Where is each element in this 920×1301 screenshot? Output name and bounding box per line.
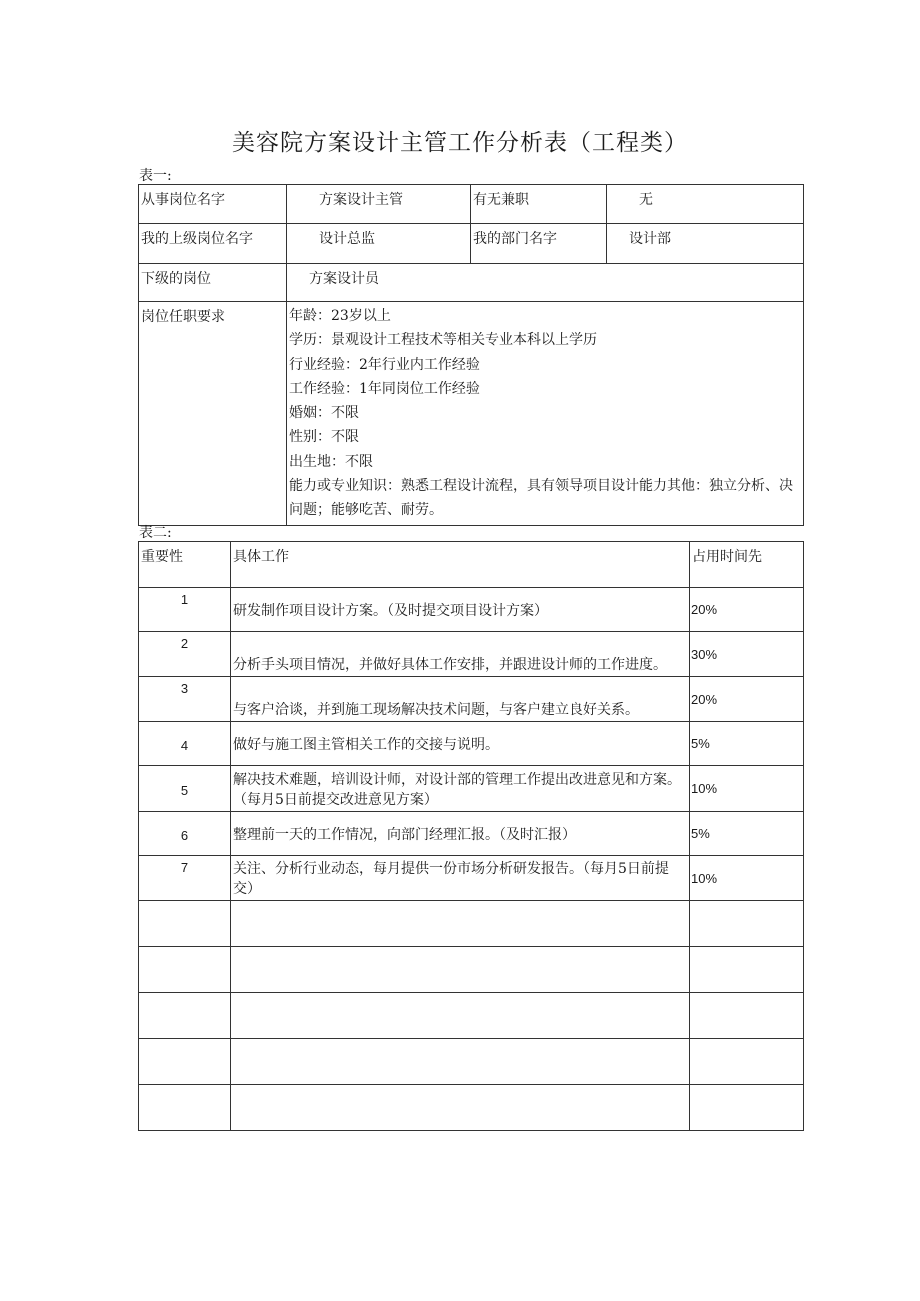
department-value: 设计部 <box>607 224 804 264</box>
empty-cell <box>231 993 690 1039</box>
row-percent: 10% <box>690 766 804 812</box>
page-title: 美容院方案设计主管工作分析表（工程类） <box>232 130 688 156</box>
job-info-table <box>138 184 804 526</box>
header-work: 具体工作 <box>231 542 690 588</box>
row-percent: 10% <box>690 856 804 901</box>
row-number: 4 <box>139 722 231 766</box>
row-percent: 5% <box>690 812 804 856</box>
requirement-industry-experience: 行业经验：2年行业内工作经验 <box>289 356 480 373</box>
empty-cell <box>690 901 804 947</box>
header-importance: 重要性 <box>139 542 231 588</box>
requirements-list <box>287 302 804 526</box>
row-percent: 5% <box>690 722 804 766</box>
empty-cell <box>139 947 231 993</box>
subordinate-position-value: 方案设计员 <box>287 264 804 302</box>
row-percent: 20% <box>690 677 804 722</box>
row-work: 分析手头项目情况，并做好具体工作安排，并跟进设计师的工作进度。 <box>231 632 690 677</box>
requirement-education: 学历：景观设计工程技术等相关专业本科以上学历 <box>289 332 597 349</box>
work-duties-table <box>138 541 804 1131</box>
requirement-birthplace: 出生地：不限 <box>289 453 373 470</box>
empty-cell <box>231 947 690 993</box>
requirement-abilities: 能力或专业知识：熟悉工程设计流程，具有领导项目设计能力其他：独立分析、决问题；能够吃苦、耐劳。 <box>289 478 793 519</box>
row-work: 与客户洽谈，并到施工现场解决技术问题，与客户建立良好关系。 <box>231 677 690 722</box>
row-percent: 30% <box>690 632 804 677</box>
position-name-value: 方案设计主管 <box>287 185 471 224</box>
empty-cell <box>690 947 804 993</box>
row-work: 关注、分析行业动态，每月提供一份市场分析研发报告。（每月5日前提交） <box>231 856 690 901</box>
part-time-label: 有无兼职 <box>471 185 607 224</box>
table1-caption: 表一: <box>139 168 172 184</box>
superior-position-value: 设计总监 <box>287 224 471 264</box>
empty-cell <box>139 1039 231 1085</box>
empty-cell <box>231 1039 690 1085</box>
requirement-marriage: 婚姻：不限 <box>289 405 359 422</box>
department-label: 我的部门名字 <box>471 224 607 264</box>
row-number: 2 <box>139 632 231 677</box>
empty-cell <box>139 901 231 947</box>
empty-cell <box>139 1085 231 1131</box>
row-work: 整理前一天的工作情况，向部门经理汇报。（及时汇报） <box>231 812 690 856</box>
subordinate-position-label: 下级的岗位 <box>139 264 287 302</box>
row-number: 1 <box>139 588 231 632</box>
row-number: 3 <box>139 677 231 722</box>
empty-cell <box>690 1039 804 1085</box>
requirement-work-experience: 工作经验：1年同岗位工作经验 <box>289 380 480 397</box>
empty-cell <box>231 1085 690 1131</box>
header-time: 占用时间先 <box>690 542 804 588</box>
requirements-label: 岗位任职要求 <box>139 302 287 526</box>
requirement-age: 年龄：23岁以上 <box>289 308 391 324</box>
row-number: 7 <box>139 856 231 901</box>
position-name-label: 从事岗位名字 <box>139 185 287 224</box>
row-work: 研发制作项目设计方案。（及时提交项目设计方案） <box>231 588 690 632</box>
row-number: 5 <box>139 766 231 812</box>
empty-cell <box>690 1085 804 1131</box>
superior-position-label: 我的上级岗位名字 <box>139 224 287 264</box>
table2-caption: 表二: <box>139 525 172 541</box>
empty-cell <box>231 901 690 947</box>
row-work: 做好与施工图主管相关工作的交接与说明。 <box>231 722 690 766</box>
part-time-value: 无 <box>607 185 804 224</box>
row-number: 6 <box>139 812 231 856</box>
empty-cell <box>690 993 804 1039</box>
row-percent: 20% <box>690 588 804 632</box>
empty-cell <box>139 993 231 1039</box>
row-work: 解决技术难题，培训设计师，对设计部的管理工作提出改进意见和方案。（每月5日前提交改进意见方案） <box>231 766 690 812</box>
requirement-gender: 性别：不限 <box>289 429 359 446</box>
